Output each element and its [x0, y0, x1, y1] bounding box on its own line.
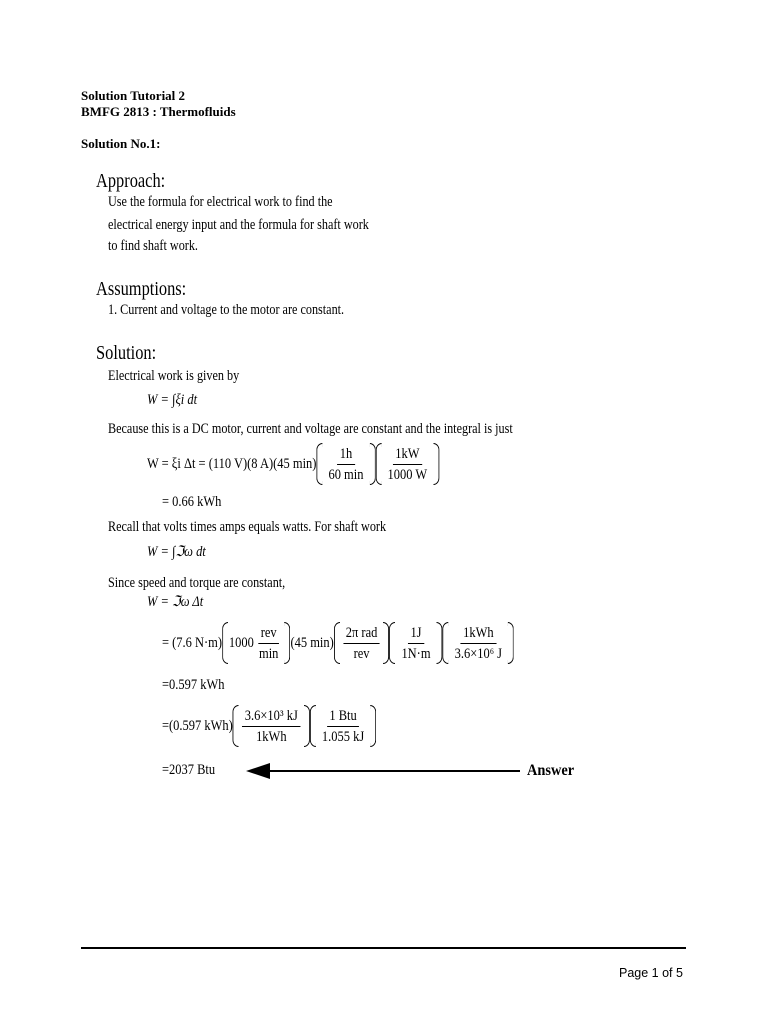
fraction-numerator: 1 Btu	[327, 708, 360, 727]
approach-line-3: to find shaft work.	[108, 238, 198, 254]
fraction-denominator: 1N·m	[401, 645, 431, 662]
arrow-line	[268, 770, 520, 772]
fraction-denominator: min	[259, 645, 279, 662]
fraction-speed	[222, 622, 290, 664]
fraction-btu-per-kj	[310, 705, 376, 747]
fraction-denominator: 60 min	[328, 466, 364, 483]
fraction-denominator: 1.055 kJ	[321, 728, 365, 745]
assumptions-heading: Assumptions:	[96, 278, 187, 300]
assumption-item-1: 1. Current and voltage to the motor are constant.	[108, 302, 345, 318]
equation-final-btu: =2037 Btu	[162, 762, 216, 778]
fraction-kj-per-kwh	[233, 705, 310, 747]
fraction-numerator: 1h	[337, 446, 355, 465]
equation-electrical-integral: W = ∫ξi dt	[147, 392, 198, 408]
fraction-numerator: rev	[258, 625, 279, 644]
fraction-numerator: 3.6×10³ kJ	[242, 708, 300, 727]
solution-text-shaft-work: Recall that volts times amps equals watts. For shaft work	[108, 519, 387, 535]
fraction-denominator: rev	[353, 645, 370, 662]
fraction-kilowatt	[375, 443, 439, 485]
fraction-numerator: 2π rad	[343, 625, 380, 644]
document-title: Solution Tutorial 2	[81, 88, 186, 103]
fraction-denominator: 1000 W	[387, 466, 428, 483]
fraction-numerator: 1kW	[393, 446, 422, 465]
equation-btu-conversion	[162, 705, 376, 747]
fraction-joule	[389, 622, 442, 664]
equation-time: (45 min)	[290, 634, 334, 651]
solution-text-electrical: Electrical work is given by	[108, 368, 240, 384]
equation-electrical-work	[147, 443, 439, 485]
equation-electrical-result: = 0.66 kWh	[162, 494, 222, 510]
equation-lhs: W = ξi Δt = (110 V)(8 A)(45 min)	[147, 455, 317, 472]
fraction-denominator: 3.6×10⁶ J	[454, 645, 503, 662]
solution-text-dc-motor: Because this is a DC motor, current and voltage are constant and the integral is just	[108, 421, 513, 437]
fraction-numerator: 1kWh	[461, 625, 497, 644]
answer-label: Answer	[527, 762, 575, 779]
fraction-denominator: 1kWh	[256, 728, 287, 745]
approach-line-1: Use the formula for electrical work to find the	[108, 194, 333, 210]
page-number: Page 1 of 5	[619, 966, 683, 980]
fraction-numerator: 1J	[408, 625, 424, 644]
equation-shaft-work: W = ℑω Δt	[147, 594, 204, 610]
solution-number: Solution No.1:	[81, 136, 161, 151]
equation-shaft-result: =0.597 kWh	[162, 677, 225, 693]
fraction-kwh	[443, 622, 515, 664]
course-code: BMFG 2813 : Thermofluids	[81, 104, 236, 119]
approach-line-2: electrical energy input and the formula for shaft work	[108, 217, 369, 233]
equation-shaft-integral: W = ∫ℑω dt	[147, 544, 206, 560]
footer-divider	[81, 947, 686, 949]
fraction-hours	[316, 443, 375, 485]
equation-shaft-substitution	[162, 622, 514, 664]
speed-value: 1000	[228, 634, 254, 651]
approach-heading: Approach:	[96, 170, 166, 192]
equation-kwh-value: =(0.597 kWh)	[162, 717, 233, 734]
solution-heading: Solution:	[96, 342, 157, 364]
solution-text-constant: Since speed and torque are constant,	[108, 575, 286, 591]
arrow-left-icon	[246, 763, 270, 779]
equation-torque: = (7.6 N·m)	[162, 634, 223, 651]
fraction-radians	[334, 622, 390, 664]
